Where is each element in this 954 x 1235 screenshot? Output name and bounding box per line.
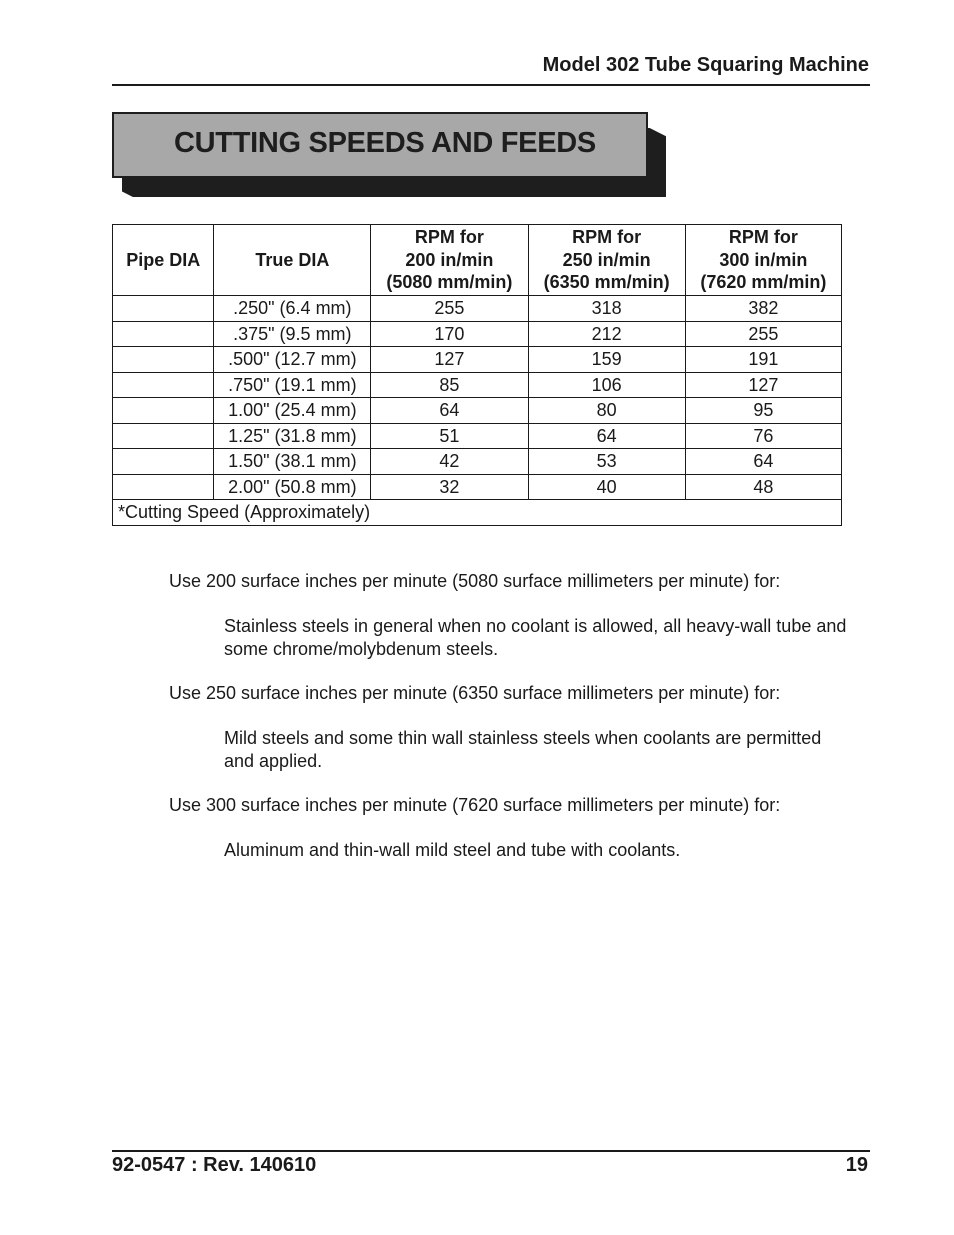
table-cell-rpm-200: 42 <box>371 449 528 475</box>
table-cell-rpm-200: 32 <box>371 474 528 500</box>
table-cell-rpm-200: 64 <box>371 398 528 424</box>
table-cell-rpm-200: 85 <box>371 372 528 398</box>
use-300-detail: Aluminum and thin-wall mild steel and tube with coolants. <box>224 840 681 860</box>
header-line: True DIA <box>255 249 330 270</box>
header-line: RPM for <box>414 227 484 248</box>
table-cell-rpm-250: 64 <box>528 423 685 449</box>
header-line: RPM for <box>728 227 798 248</box>
page-number: 19 <box>845 1154 868 1176</box>
table-cell-pipe-dia <box>113 449 214 475</box>
table-cell-pipe-dia <box>113 321 214 347</box>
header-rpm-300 <box>685 225 841 296</box>
header-line: Pipe DIA <box>126 249 201 270</box>
header-line: RPM for <box>572 227 642 248</box>
table-cell-pipe-dia <box>113 372 214 398</box>
section-title: CUTTING SPEEDS AND FEEDS <box>174 127 596 159</box>
table-footnote: *Cutting Speed (Approximately) <box>113 500 842 526</box>
table-row <box>113 372 842 398</box>
header-line: 200 in/min <box>405 249 494 270</box>
use-250-heading: Use 250 surface inches per minute (6350 surface millimeters per minute) for: <box>169 683 781 703</box>
footer-divider <box>112 1150 870 1152</box>
header-line: (5080 mm/min) <box>386 272 513 293</box>
table-cell-rpm-250: 212 <box>528 321 685 347</box>
table-cell-true-dia: 1.00" (25.4 mm) <box>214 398 371 424</box>
header-rpm-250 <box>528 225 685 296</box>
table-cell-rpm-300: 255 <box>685 321 841 347</box>
table-cell-true-dia: .500" (12.7 mm) <box>214 347 371 373</box>
table-row <box>113 296 842 322</box>
table-cell-rpm-250: 318 <box>528 296 685 322</box>
table-cell-pipe-dia <box>113 474 214 500</box>
table-cell-pipe-dia <box>113 398 214 424</box>
table-cell-pipe-dia <box>113 423 214 449</box>
table-cell-rpm-250: 80 <box>528 398 685 424</box>
table-cell-pipe-dia <box>113 347 214 373</box>
table-cell-true-dia: 2.00" (50.8 mm) <box>214 474 371 500</box>
table-cell-rpm-200: 255 <box>371 296 528 322</box>
document-number: 92-0547 : Rev. 140610 <box>112 1154 317 1176</box>
use-200-detail: Stainless steels in general when no coolant is allowed, all heavy-wall tube and some chrome/molybdenum steels. <box>224 616 847 659</box>
page-header-title: Model 302 Tube Squaring Machine <box>542 54 869 76</box>
use-200-heading: Use 200 surface inches per minute (5080 surface millimeters per minute) for: <box>169 571 781 591</box>
table-cell-rpm-300: 76 <box>685 423 841 449</box>
table-row <box>113 398 842 424</box>
table-header-row <box>113 225 842 296</box>
table-cell-rpm-300: 191 <box>685 347 841 373</box>
table-cell-rpm-200: 51 <box>371 423 528 449</box>
banner-face <box>112 112 648 178</box>
table-cell-rpm-200: 127 <box>371 347 528 373</box>
header-true-dia <box>214 225 371 296</box>
table-cell-rpm-300: 48 <box>685 474 841 500</box>
header-line: 250 in/min <box>562 249 651 270</box>
table-footnote-row <box>113 500 842 526</box>
table-cell-true-dia: .750" (19.1 mm) <box>214 372 371 398</box>
use-300-heading: Use 300 surface inches per minute (7620 surface millimeters per minute) for: <box>169 795 781 815</box>
table-cell-rpm-250: 40 <box>528 474 685 500</box>
header-line: (7620 mm/min) <box>700 272 827 293</box>
table-cell-rpm-250: 53 <box>528 449 685 475</box>
header-line: 300 in/min <box>719 249 808 270</box>
header-rpm-200 <box>371 225 528 296</box>
table-cell-true-dia: .250" (6.4 mm) <box>214 296 371 322</box>
table-cell-rpm-300: 382 <box>685 296 841 322</box>
table-cell-rpm-250: 106 <box>528 372 685 398</box>
header-line: (6350 mm/min) <box>543 272 670 293</box>
header-divider <box>112 84 870 86</box>
table-cell-true-dia: .375" (9.5 mm) <box>214 321 371 347</box>
cutting-speeds-table <box>112 224 842 526</box>
table-cell-rpm-300: 95 <box>685 398 841 424</box>
table-row <box>113 449 842 475</box>
header-pipe-dia <box>113 225 214 296</box>
table-cell-true-dia: 1.50" (38.1 mm) <box>214 449 371 475</box>
use-250-detail: Mild steels and some thin wall stainless steels when coolants are permitted and applied. <box>224 728 822 771</box>
table-cell-true-dia: 1.25" (31.8 mm) <box>214 423 371 449</box>
table-row <box>113 423 842 449</box>
table-row <box>113 474 842 500</box>
table-cell-pipe-dia <box>113 296 214 322</box>
table-cell-rpm-200: 170 <box>371 321 528 347</box>
table-cell-rpm-300: 64 <box>685 449 841 475</box>
table-cell-rpm-250: 159 <box>528 347 685 373</box>
table-row <box>113 321 842 347</box>
section-banner <box>112 112 668 198</box>
table-row <box>113 347 842 373</box>
table-cell-rpm-300: 127 <box>685 372 841 398</box>
